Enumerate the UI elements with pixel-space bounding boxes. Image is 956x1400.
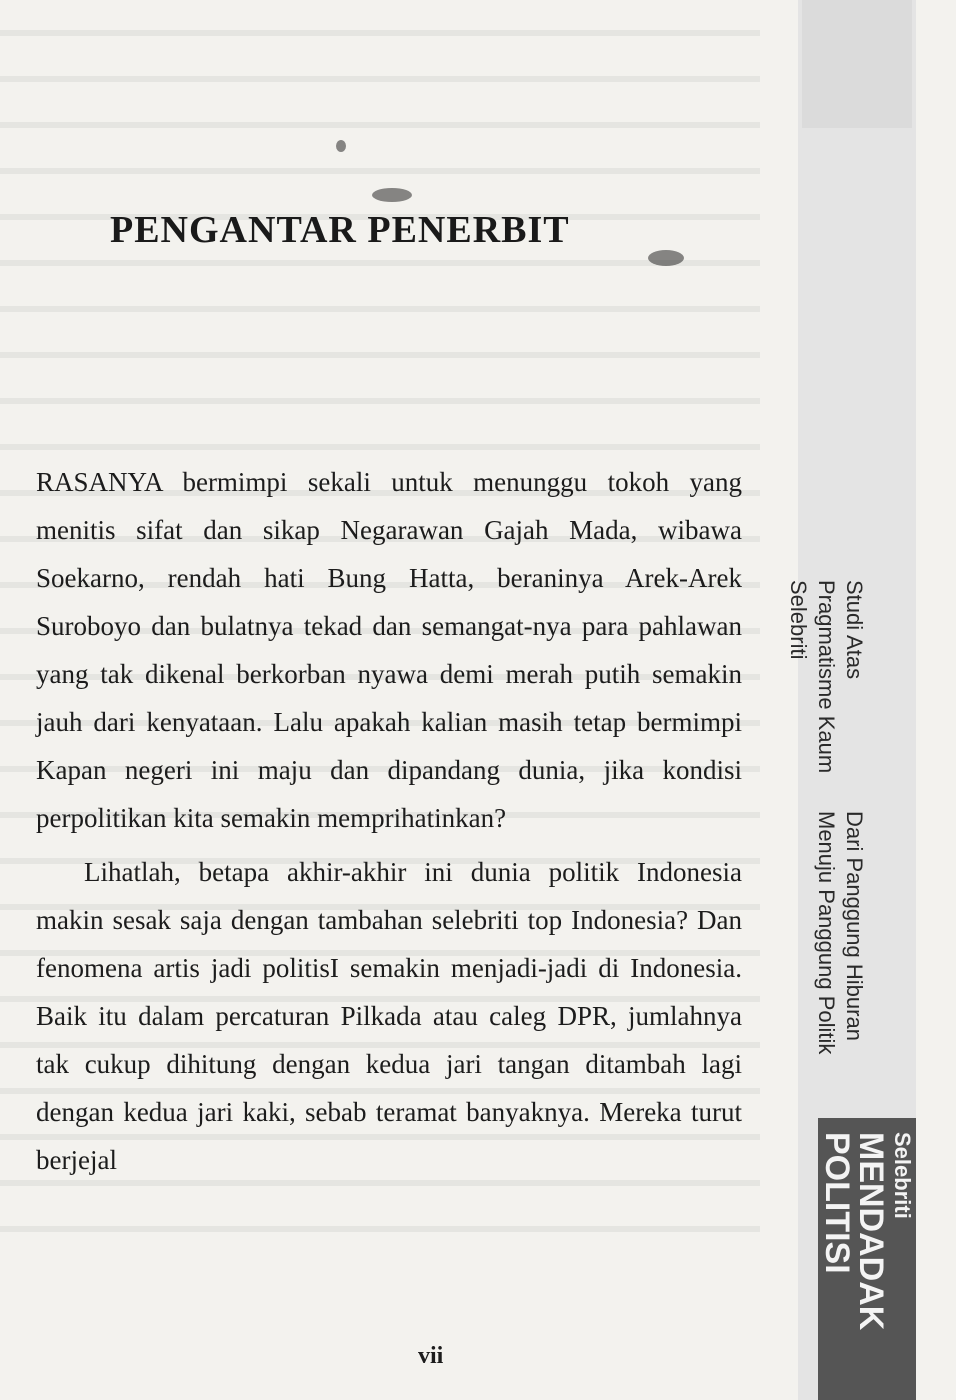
side-title-small: Selebriti	[890, 1132, 915, 1219]
ink-smudge	[648, 250, 684, 266]
page-number: vii	[418, 1343, 444, 1369]
side-subtitle-line: Dari Panggung Hiburan Menuju Panggung Politik	[814, 811, 867, 1055]
ink-smudge	[336, 140, 346, 152]
ink-smudge	[372, 188, 412, 202]
side-strip-top-block	[802, 0, 912, 128]
side-title-large: MENDADAK	[852, 1132, 890, 1331]
body-text	[36, 458, 742, 1184]
side-title-tab	[818, 1118, 916, 1400]
side-subtitle	[786, 580, 868, 1100]
side-title-text	[818, 1118, 916, 1400]
paragraph: Lihatlah, betapa akhir-akhir ini dunia politik Indonesia makin sesak saja dengan tambahan selebriti top Indonesia? Dan fenomena artis jadi politisI semakin menjadi-jadi di Indonesia. Baik itu dalam percaturan Pilkada atau caleg DPR, jumlahnya tak cukup dihitung dengan kedua jari tangan ditambah lagi dengan kedua jari kaki, sebab teramat banyaknya. Mereka turut berjejal	[36, 857, 742, 1175]
page-title: PENGANTAR PENERBIT	[110, 209, 570, 251]
side-subtitle-line: Studi Atas Pragmatisme Kaum Selebriti	[786, 580, 867, 774]
paragraph: RASANYA bermimpi sekali untuk menunggu tokoh yang menitis sifat dan sikap Negarawan Gajah Mada, wibawa Soekarno, rendah hati Bung Hatta, beraninya Arek-Arek Suroboyo dan bulatnya tekad dan semangat-nya para pahlawan yang tak dikenal berkorban nyawa demi merah putih semakin jauh dari kenyataan. Lalu apakah kalian masih tetap bermimpi Kapan negeri ini maju dan dipandang dunia, jika kondisi perpolitikan kita semakin memprihatinkan?	[36, 467, 742, 833]
side-title-large: POLITISI	[818, 1132, 856, 1274]
